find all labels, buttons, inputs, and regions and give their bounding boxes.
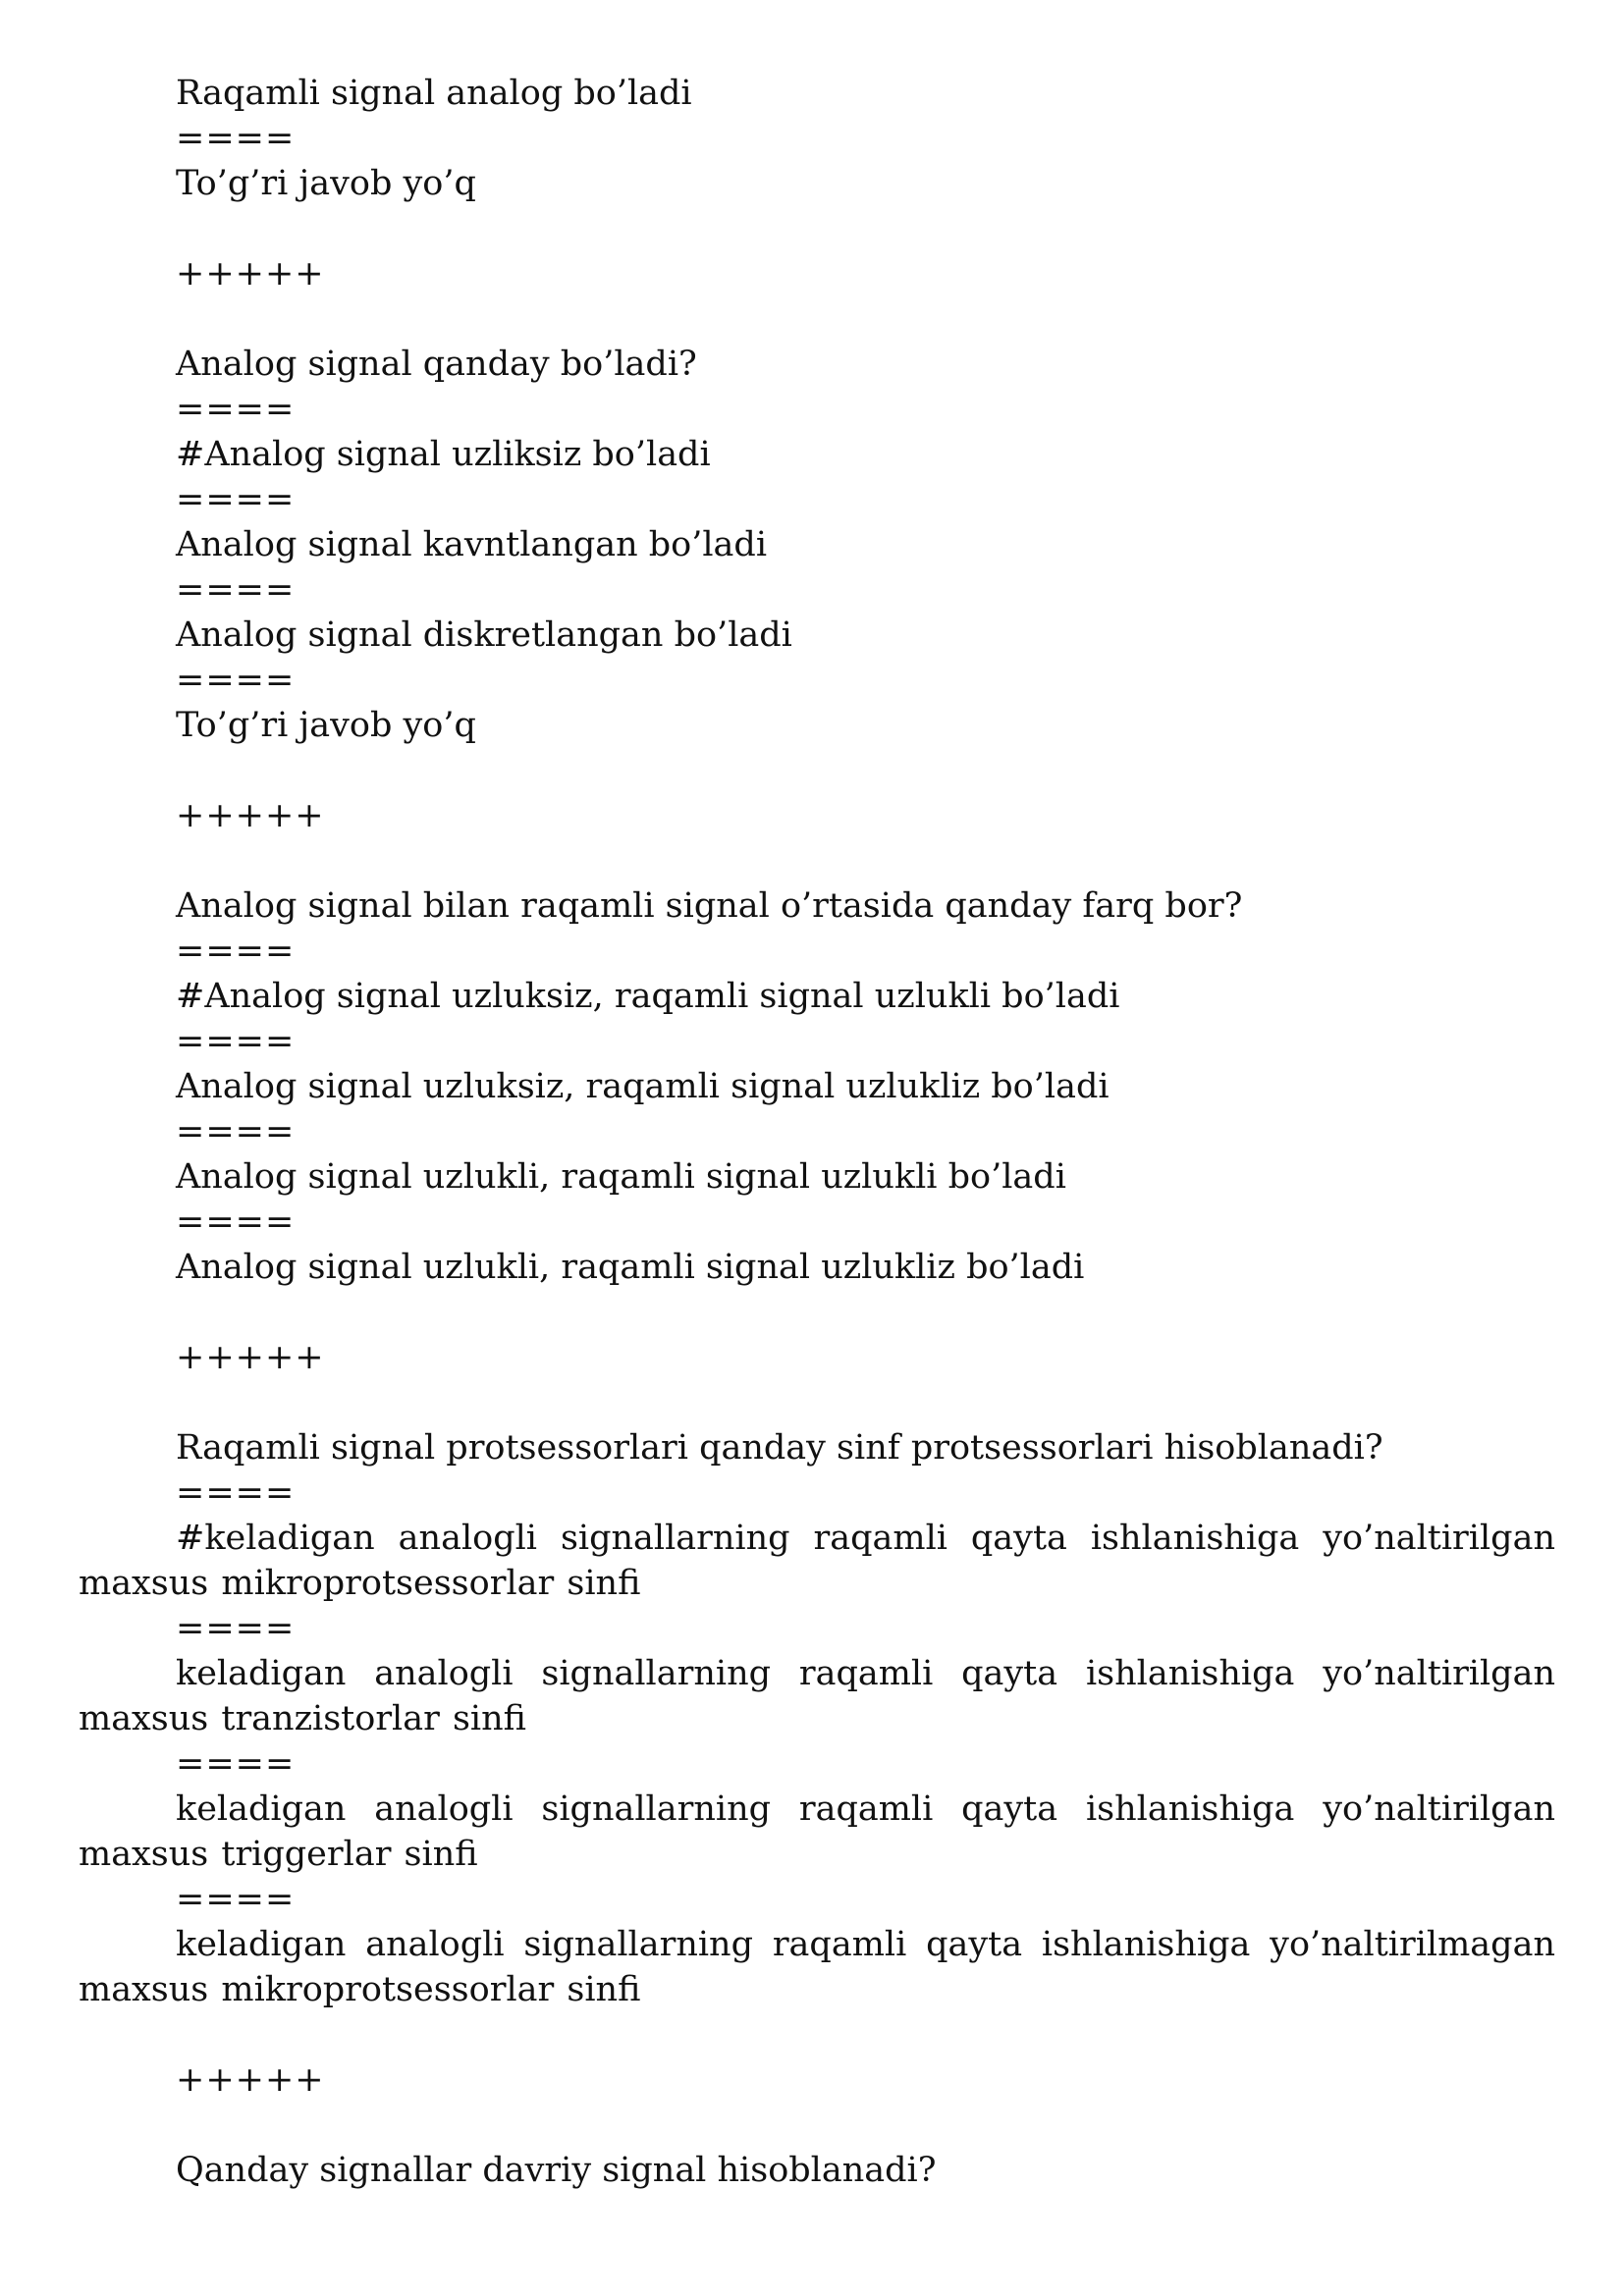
blank-line [79,2012,1555,2057]
separator: ==== [176,1473,296,1513]
blank-line [79,838,1555,883]
separator: ==== [176,1202,296,1242]
text-line: Analog signal diskretlangan bo’ladi [176,615,792,655]
text-line: #Analog signal uzluksiz, raqamli signal uzlukli bo’ladi [176,977,1120,1016]
separator: ==== [176,390,296,429]
text-line: Analog signal uzluksiz, raqamli signal uzlukliz bo’ladi [176,1067,1110,1106]
text-line: Qanday signallar davriy signal hisoblanadi? [176,2151,937,2190]
separator: ==== [176,570,296,610]
text-line: Raqamli signal protsessorlari qanday sinf protsessorlari hisoblanadi? [176,1428,1383,1468]
separator: ==== [176,1022,296,1061]
separator: ==== [176,1880,296,1919]
separator: ==== [176,480,296,519]
text-line: Analog signal kavntlangan bo’ladi [176,525,768,564]
separator: ==== [176,1744,296,1784]
text-line: #Analog signal uzliksiz bo’ladi [176,435,711,474]
text-line: Raqamli signal analog bo’ladi [176,74,692,113]
blank-line [79,1380,1555,1425]
separator: ==== [176,661,296,700]
blank-line [79,206,1555,251]
answer-paragraph: #keladigan analogli signallarning raqamli qayta ishlanishiga yo’naltirilgan maxsus mikroprotsessorlar sinfi [79,1519,1555,1603]
separator: +++++ [176,796,325,835]
text-line: Analog signal qanday bo’ladi? [176,345,697,384]
text-line: Analog signal uzlukli, raqamli signal uzlukliz bo’ladi [176,1248,1085,1287]
blank-line [79,748,1555,793]
blank-line [79,2103,1555,2148]
text-line: To’g’ri javob yo’q [176,706,476,745]
separator: ==== [176,1609,296,1648]
separator: +++++ [176,1338,325,1377]
answer-paragraph: keladigan analogli signallarning raqamli qayta ishlanishiga yo’naltirilgan maxsus triggerlar sinfi [79,1789,1555,1874]
answer-paragraph: keladigan analogli signallarning raqamli qayta ishlanishiga yo’naltirilgan maxsus tranzistorlar sinfi [79,1654,1555,1738]
blank-line [79,296,1555,342]
blank-line [79,1290,1555,1335]
text-line: Analog signal bilan raqamli signal o’rtasida qanday farq bor? [176,886,1243,926]
separator: ==== [176,932,296,971]
separator: ==== [176,119,296,158]
document-page [79,71,1555,2193]
separator: +++++ [176,254,325,294]
text-line: To’g’ri javob yo’q [176,164,476,203]
text-line: Analog signal uzlukli, raqamli signal uzlukli bo’ladi [176,1157,1066,1197]
answer-paragraph: keladigan analogli signallarning raqamli qayta ishlanishiga yo’naltirilmagan maxsus mikroprotsessorlar sinfi [79,1925,1555,2009]
separator: +++++ [176,2060,325,2100]
separator: ==== [176,1112,296,1151]
